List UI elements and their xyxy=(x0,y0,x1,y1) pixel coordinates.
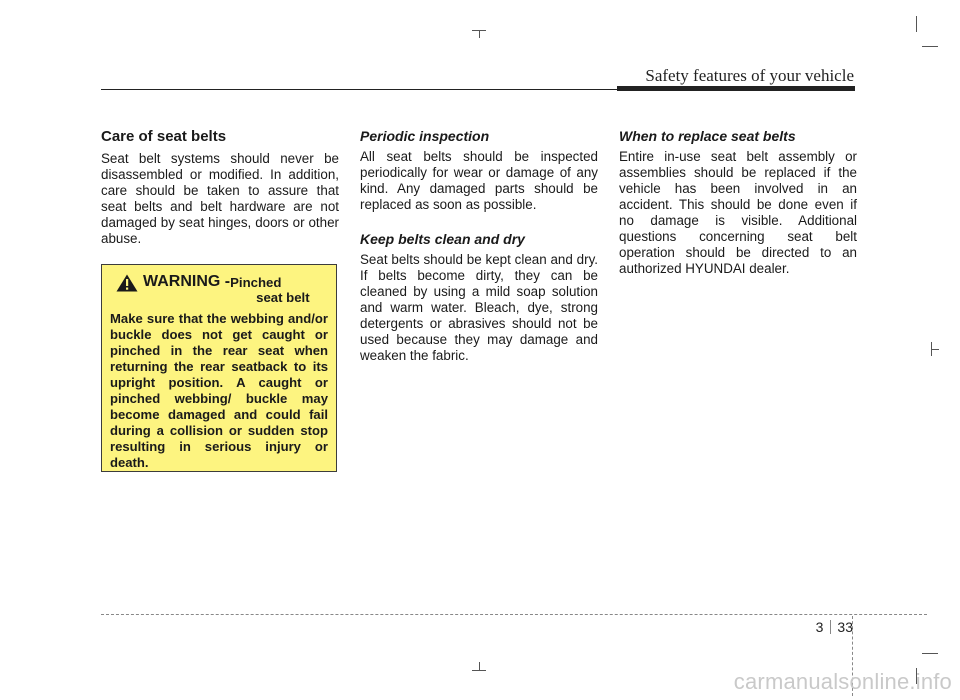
care-heading: Care of seat belts xyxy=(101,128,227,145)
column-care xyxy=(101,128,339,247)
warning-label: WARNING - xyxy=(143,273,231,290)
chapter-number: 3 xyxy=(815,619,824,635)
warning-box xyxy=(101,264,337,472)
column-inspection xyxy=(360,128,598,364)
column-replace xyxy=(619,128,857,277)
crop-mark-top-right-h xyxy=(922,46,938,47)
clean-heading: Keep belts clean and dry xyxy=(360,231,525,247)
clean-body: Seat belts should be kept clean and dry. If belts become dirty, they can be cleaned by using a mild soap solution and warm water. Bleach, dye, strong detergents or abrasives should not be used because they may damage and weaken the fabric. xyxy=(360,252,598,363)
warning-subject-line2: seat belt xyxy=(256,290,310,305)
warning-triangle-icon xyxy=(116,274,138,292)
replace-heading: When to replace seat belts xyxy=(619,128,796,144)
crop-mark-right-center-h xyxy=(931,349,939,350)
page-number-value: 33 xyxy=(837,619,853,635)
watermark: carmanualsonline.info xyxy=(733,669,952,694)
header-rule-thin xyxy=(101,89,617,90)
warning-header xyxy=(110,273,328,305)
crop-mark-right-center-v xyxy=(931,342,932,356)
crop-mark-bottom-center-h xyxy=(472,670,486,671)
crop-mark-top-right-v xyxy=(916,16,917,32)
periodic-heading: Periodic inspection xyxy=(360,128,490,144)
warning-subject-line1: Pinched xyxy=(230,275,282,290)
crop-mark-top-center-v xyxy=(479,30,480,38)
page-header-title: Safety features of your vehicle xyxy=(645,66,854,85)
warning-text: Make sure that the webbing and/or buckle does not get caught or pinched in the rear seat when returning the rear seatback to its upright position. A caught or pinched webbing/ buckle may become damaged and could fail during a collision or sudden stop resulting in serious injury or death. xyxy=(110,311,328,470)
periodic-body: All seat belts should be inspected periodically for wear or damage of any kind. Any damaged parts should be replaced as soon as possible. xyxy=(360,149,598,212)
page-number-separator xyxy=(830,620,831,634)
replace-body: Entire in-use seat belt assembly or assemblies should be replaced if the vehicle has been involved in an accident. This should be done even if no damage is visible. Additional questions concerning seat belt operation should be directed to an authorized HYUNDAI dealer. xyxy=(619,149,857,276)
warning-subject xyxy=(230,275,310,305)
crop-mark-bottom-center-v xyxy=(479,662,480,670)
footer-rule xyxy=(101,614,927,615)
care-body: Seat belt systems should never be disassembled or modified. In addition, care should be taken to assure that seat belts and belt hardware are not damaged by seat hinges, doors or other abuse. xyxy=(101,151,339,246)
page-number xyxy=(816,619,853,635)
header-rule-thick xyxy=(617,86,855,91)
crop-mark-bottom-right-h xyxy=(922,653,938,654)
